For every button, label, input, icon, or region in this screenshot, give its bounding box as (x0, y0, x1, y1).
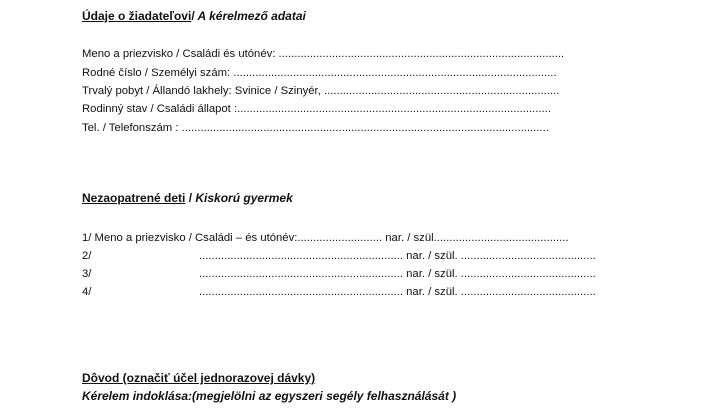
child-row-number: 3/ (82, 268, 92, 280)
children-heading-sep: / (185, 191, 196, 205)
child-row-1: 1/ Meno a priezvisko / Családi – és utónév:........................... nar. / szül........................................... (82, 232, 569, 244)
applicant-heading-sep: / (191, 9, 195, 23)
field-name: Meno a priezvisko / Családi és utónév: ........................................................................................... (82, 48, 565, 60)
child-row-fill: ................................................................. nar. / szül. ........................................... (199, 250, 596, 262)
reason-heading-sk: Dôvod (označiť účel jednorazovej dávky) (82, 371, 316, 385)
applicant-section-heading (82, 9, 306, 23)
applicant-heading-sk: Údaje o žiadateľovi (82, 9, 192, 23)
field-phone: Tel. / Telefonszám : ..................................................................................................................... (82, 122, 549, 134)
children-heading-hu: Kiskorú gyermek (195, 191, 293, 205)
field-permanent-residence: Trvalý pobyt / Állandó lakhely: Svinice / Szinyér, ........................................................................... (82, 85, 560, 97)
applicant-heading-hu: A kérelmező adatai (194, 9, 306, 23)
child-row-4 (82, 285, 596, 299)
child-row-fill: ................................................................. nar. / szül. ........................................... (199, 286, 596, 298)
child-row-2 (82, 249, 596, 263)
child-row-fill: ................................................................. nar. / szül. ........................................... (199, 268, 596, 280)
children-heading-sk: Nezaopatrené deti (82, 191, 186, 205)
child-row-number: 2/ (82, 250, 92, 262)
reason-heading-hu: Kérelem indoklása:(megjelölni az egyszeri segély felhasználását ) (82, 389, 457, 403)
child-row-3 (82, 267, 596, 281)
children-section-heading (82, 191, 293, 205)
child-row-number: 4/ (82, 286, 92, 298)
field-birth-number: Rodné číslo / Személyi szám: ....................................................................................................... (82, 67, 557, 79)
field-marital-status: Rodinný stav / Családi állapot :.................................................................................................... (82, 103, 551, 115)
